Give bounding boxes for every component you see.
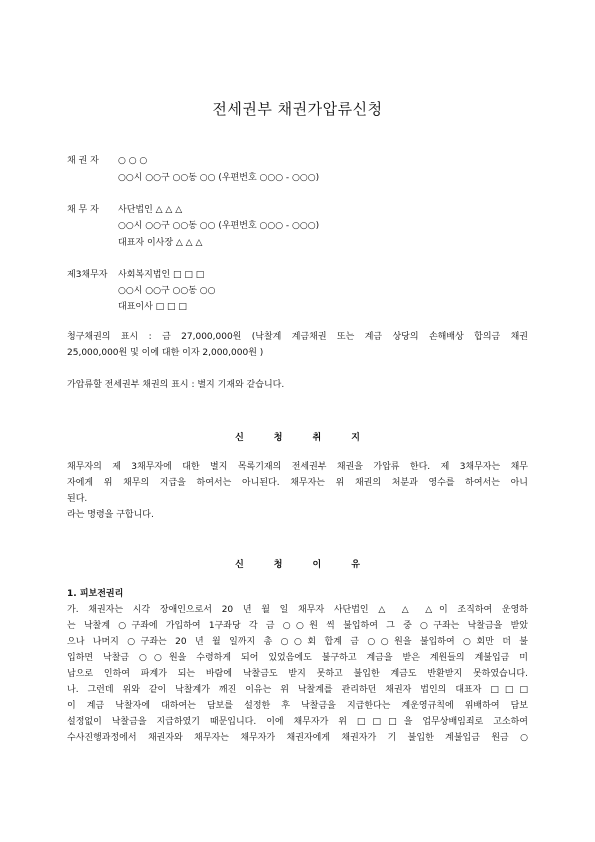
reason-line: 가. 채권자는 시각 장애인으로서 20 년 월 일 채무자 사단법인 △ △ △이 조직하여 운영하: [67, 605, 528, 615]
heading-char: 취: [312, 433, 322, 443]
reason-line: 는 낙찰계 ○구좌에 가입하여 1구좌당 각 금 ○○원 씩 불입하여 그 중 ○구좌는 낙찰금을 받았: [67, 621, 528, 631]
heading-char: 신: [235, 560, 244, 570]
creditor-address: ○○시 ○○구 ○○동 ○○ (우편번호 ○○○ - ○○○): [118, 173, 320, 183]
claim-line: 25,000,000원 및 이에 대한 이자 2,000,000원 ): [67, 348, 264, 358]
claim-line: 청구채권의 표시 : 금 27,000,000원 (낙찰계 계금채권 또는 계금 상당의 손해배상 합의금 채권: [67, 332, 528, 342]
purpose-line: 자에게 위 채무의 지급을 하여서는 아니된다. 채무자는 위 채권의 처분과 영수를 하여서는 아니: [67, 478, 528, 488]
reasons-heading: [0, 557, 595, 570]
reason-line: 입하면 낙찰금 ○○원을 수령하게 되어 있었음에도 불구하고 계금을 받은 계원들의 계불입금 미: [67, 653, 528, 663]
heading-char: 청: [273, 560, 283, 570]
document-title: 전세권부 채권가압류신청: [212, 100, 383, 118]
reason-line: 납으로 인하여 파계가 되는 바람에 낙찰금도 받지 못하고 불입한 계금도 반환받지 못하였습니다.: [67, 669, 528, 679]
section-title: 1. 피보전권리: [67, 589, 124, 599]
reason-line: 나. 그런데 위와 같이 낙찰계가 깨진 이유는 위 낙찰계를 관리하던 채권자 법인의 대표자 □□□: [67, 685, 528, 695]
third-debtor-representative: 대표이사 □ □ □: [118, 302, 187, 312]
heading-char: 이: [312, 560, 322, 570]
heading-char: 유: [351, 560, 360, 570]
heading-char: 신: [235, 433, 244, 443]
reason-line: 으나 나머지 ○구좌는 20 년 월 일까지 총 ○○회 합계 금 ○○원을 불입하여 ○회만 더 불: [67, 637, 528, 647]
creditor-name: ○ ○ ○: [118, 156, 148, 166]
heading-char: 청: [273, 433, 283, 443]
reason-line: 설정없이 낙찰금을 지급하였기 때문입니다. 이에 채무자가 위 □□□을 업무상배임죄로 고소하여: [67, 717, 528, 727]
purpose-heading: [0, 430, 595, 443]
debtor-label: 채 무 자: [67, 205, 99, 215]
debtor-representative: 대표자 이사장 △ △ △: [118, 238, 203, 248]
reason-line: 이 계금 낙찰자에 대하여는 담보를 설정한 후 낙찰금을 지급한다는 계운영규칙에 위배하여 담보: [67, 701, 528, 711]
purpose-line: 채무자의 제 3채무자에 대한 별지 목록기재의 전세권부 채권을 가압류 한다. 제 3채무자는 채무: [67, 462, 528, 472]
reason-line: 수사진행과정에서 채권자와 채무자는 채무자가 채권자에게 채권자가 기 불입한 계불입금 원금 ○: [67, 733, 528, 743]
creditor-label: 채 권 자: [67, 156, 99, 166]
debtor-address: ○○시 ○○구 ○○동 ○○ (우편번호 ○○○ - ○○○): [118, 221, 320, 231]
third-debtor-address: ○○시 ○○구 ○○동 ○○: [118, 286, 216, 296]
debtor-name: 사단법인 △ △ △: [118, 205, 183, 215]
seized-claim-statement: 가압류할 전세권부 채권의 표시 : 별지 기재와 같습니다.: [67, 380, 285, 390]
purpose-line: 라는 명령을 구합니다.: [67, 510, 154, 520]
third-debtor-name: 사회복지법인 □ □ □: [118, 270, 205, 280]
third-debtor-label: 제3채무자: [67, 270, 108, 280]
heading-char: 지: [351, 433, 360, 443]
purpose-line: 된다.: [67, 494, 88, 504]
